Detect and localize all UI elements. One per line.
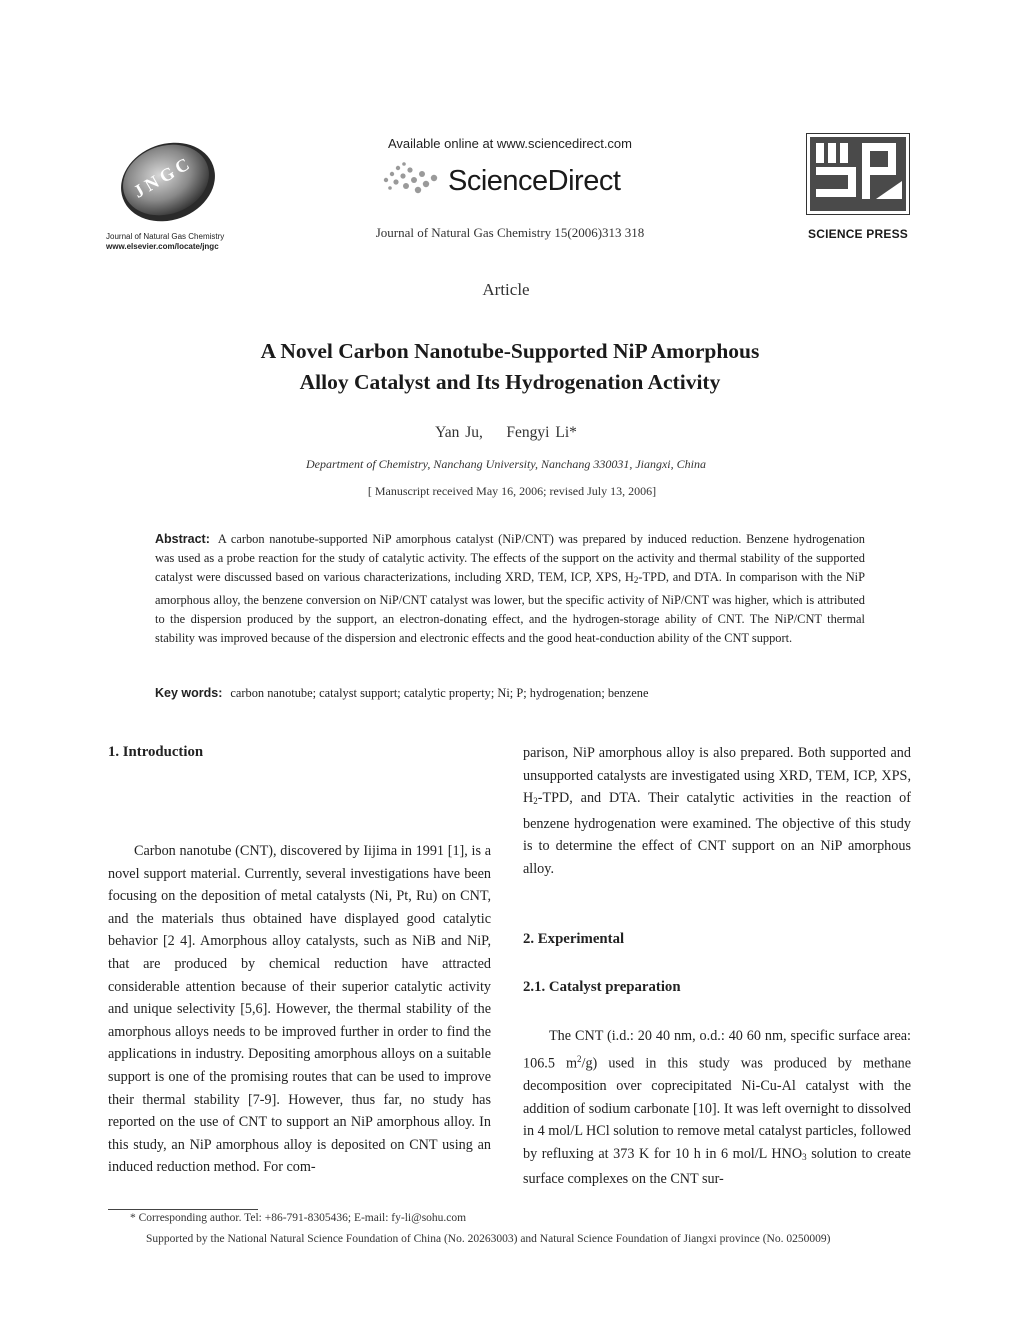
footnote-funding: Supported by the National Natural Science Foundation of China (No. 20263003) and Natural Science Foundation of Jiangxi province (No. 0250009) [146,1233,831,1245]
affiliation: Department of Chemistry, Nanchang University, Nanchang 330031, Jiangxi, China [306,457,706,471]
intro-cont-text-2: -TPD, and DTA. Their catalytic activities in the reaction of benzene hydrogenation were examined. The objective of this study is to determine the effect of CNT support on an NiP amorphous alloy. [523,790,911,877]
keywords-label: Key words: [155,686,223,700]
heading-experimental: 2. Experimental [523,931,625,947]
keywords [155,686,875,701]
footnote-rule [108,1209,258,1210]
paper-title-line-1: A Novel Carbon Nanotube-Supported NiP Amorphous [260,339,760,363]
paper-title [140,336,880,398]
jngc-journal-logo [106,130,224,230]
abstract-label: Abstract: [155,532,210,546]
heading-catalyst-preparation: 2.1. Catalyst preparation [523,979,681,995]
abstract [155,530,865,648]
journal-citation: Journal of Natural Gas Chemistry 15(2006)313 318 [375,225,645,240]
abstract-sub-2: 2 [633,575,639,586]
catalyst-preparation-paragraph [523,1025,911,1191]
abstract-text-2: -TPD, and DTA. In comparison with the NiP amorphous alloy, the benzene conversion on NiP/CNT catalyst was lower, but the specific activity of NiP/CNT was higher, which is attributed to the dispersion produced by the support, an electron-donating effect, and the hydrogen-storage ability of CNT. The NiP/CNT thermal stability was improved because of the dispersion and electronic effects and the good heat-conduction ability of the CNT support. [155,570,865,646]
sciencedirect-wordmark: ScienceDirect [448,165,621,197]
sciencedirect-dots-icon [378,160,448,196]
jngc-caption-url[interactable]: www.elsevier.com/locate/jngc [106,242,219,251]
intro-sub-2: 2 [533,796,538,807]
keywords-text: carbon nanotube; catalyst support; catalytic property; Ni; P; hydrogenation; benzene [230,686,649,700]
introduction-continued [523,742,911,881]
cat-text-3: solution to create surface complexes on the CNT sur- [523,1145,911,1188]
science-press-caption: SCIENCE PRESS [808,227,908,241]
science-press-logo [806,133,910,215]
abstract-text-1: A carbon nanotube-supported NiP amorphous catalyst (NiP/CNT) was prepared by induced reduction. Benzene hydrogenation was used as a probe reaction for the study of catalytic activity. The effects of the support on the activity and thermal stability of the supported catalyst were discussed based on various characterizations, including XRD, TEM, ICP, XPS, H [155,532,865,585]
available-online-text[interactable]: Available online at www.sciencedirect.com [388,136,632,151]
cat-text-1: The CNT (i.d.: 20 40 nm, o.d.: 40 60 nm, specific surface area: 106.5 m [523,1028,911,1072]
cat-sup-2: 2 [577,1053,582,1064]
authors: Yan Ju, Fengyi Li* [435,424,577,441]
cat-sub-3: 3 [802,1151,807,1162]
footnote-corresponding-author: * Corresponding author. Tel: +86-791-8305436; E-mail: fy-li@sohu.com [130,1212,467,1224]
intro-cont-text-1: parison, NiP amorphous alloy is also prepared. Both supported and unsupported catalysts are investigated using XRD, TEM, ICP, XPS, H [523,745,911,807]
paper-title-line-2: Alloy Catalyst and Its Hydrogenation Activity [299,370,721,394]
jngc-caption-journal: Journal of Natural Gas Chemistry [106,232,225,241]
introduction-paragraph: Carbon nanotube (CNT), discovered by Iijima in 1991 [1], is a novel support material. Currently, several investigations have been focusing on the deposition of metal catalysts (Ni, Pt, Ru) on CNT, and the materials thus obtained have displayed good catalytic behavior [2 4]. Amorphous alloy catalysts, such as NiB and NiP, that are produced by chemical reduction have attracted considerable attention because of their superior catalytic activity and unique selectivity [5,6]. However, the thermal stability of the amorphous alloys needs to be improved further in order to find the applications in industry. Depositing amorphous alloys on a suitable support is one of the promising routes that can be used to improve their thermal stability [7-9]. However, thus far, no study has reported on the use of CNT to support an NiP amorphous alloy. In this study, an NiP amorphous alloy is deposited on CNT using an induced reduction method. For com- [108,843,491,1176]
cat-text-2: /g) used in this study was produced by methane decomposition over coprecipitated Ni-Cu-Al catalyst with the addition of sodium carbonate [10]. It was left overnight to dissolved in 4 mol/L HCl solution to remove metal catalyst particles, followed by refluxing at 373 K for 10 h in 6 mol/L HNO [523,1055,912,1162]
jngc-logo-caption [106,232,246,252]
jngc-logo-text: JNGC [129,151,197,202]
heading-introduction: 1. Introduction [108,744,204,760]
article-type-label: Article [482,280,530,299]
manuscript-dates: [ Manuscript received May 16, 2006; revised July 13, 2006] [367,484,657,498]
